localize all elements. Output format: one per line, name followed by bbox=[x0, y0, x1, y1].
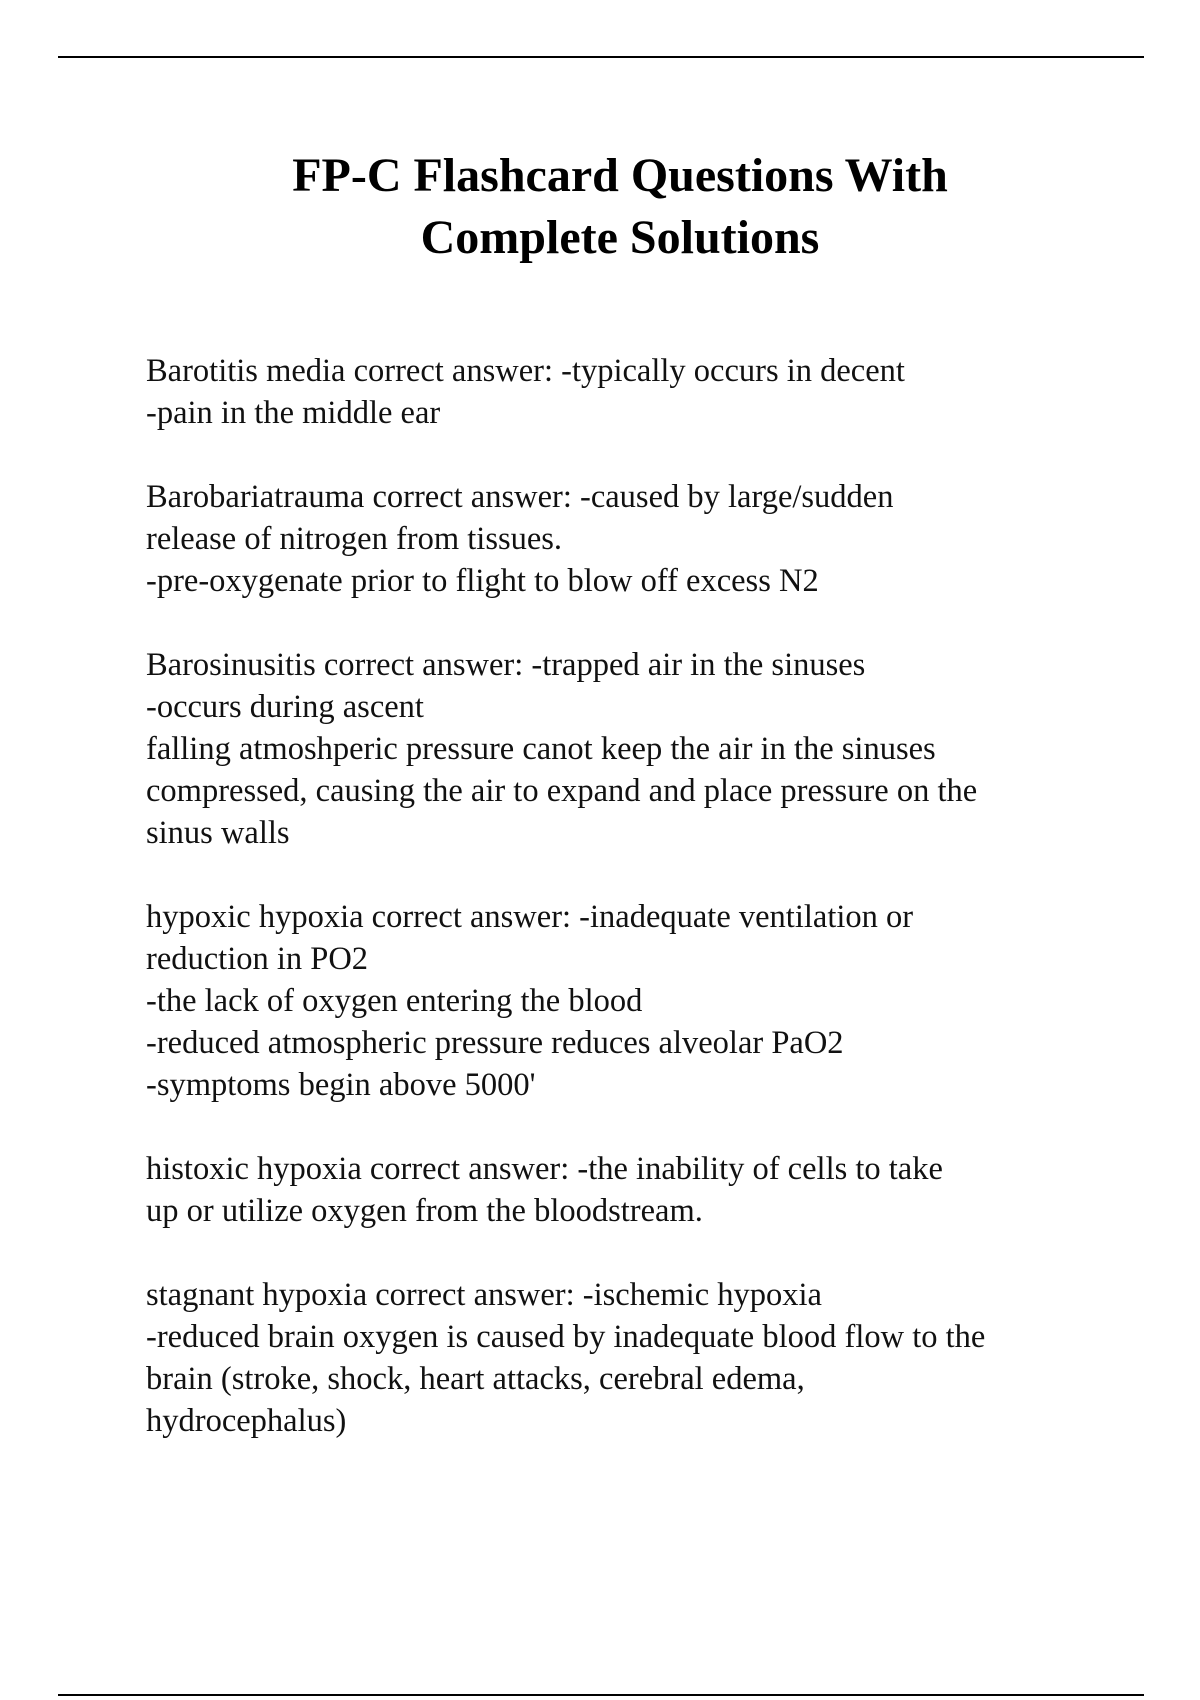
entry-line: -pain in the middle ear bbox=[146, 395, 441, 431]
flashcard-entry-histoxic-hypoxia bbox=[146, 1148, 1106, 1232]
entry-line: falling atmoshperic pressure canot keep the air in the sinuses bbox=[146, 731, 936, 767]
flashcard-entry-stagnant-hypoxia bbox=[146, 1274, 1106, 1442]
entry-line: stagnant hypoxia correct answer: -ischemic hypoxia bbox=[146, 1277, 822, 1313]
flashcard-entry-hypoxic-hypoxia bbox=[146, 896, 1106, 1106]
entry-line: hypoxic hypoxia correct answer: -inadequate ventilation or bbox=[146, 899, 914, 935]
entry-line: sinus walls bbox=[146, 815, 290, 851]
footer-rule bbox=[58, 1694, 1144, 1696]
entry-line: Barosinusitis correct answer: -trapped air in the sinuses bbox=[146, 647, 866, 683]
title-line: FP-C Flashcard Questions With bbox=[292, 149, 948, 202]
flashcard-list bbox=[146, 350, 1106, 1484]
flashcard-entry-barosinusitis bbox=[146, 644, 1106, 854]
entry-line: hydrocephalus) bbox=[146, 1403, 347, 1439]
entry-line: -pre-oxygenate prior to flight to blow off excess N2 bbox=[146, 563, 819, 599]
entry-line: up or utilize oxygen from the bloodstream. bbox=[146, 1193, 703, 1229]
entry-line: -reduced atmospheric pressure reduces alveolar PaO2 bbox=[146, 1025, 844, 1061]
entry-line: reduction in PO2 bbox=[146, 941, 369, 977]
entry-line: histoxic hypoxia correct answer: -the inability of cells to take bbox=[146, 1151, 943, 1187]
flashcard-entry-barotitis-media bbox=[146, 350, 1106, 434]
entry-line: -occurs during ascent bbox=[146, 689, 424, 725]
entry-line: release of nitrogen from tissues. bbox=[146, 521, 563, 557]
page-title bbox=[0, 145, 1200, 269]
flashcard-entry-barobariatrauma bbox=[146, 476, 1106, 602]
entry-line: Barobariatrauma correct answer: -caused by large/sudden bbox=[146, 479, 894, 515]
title-line: Complete Solutions bbox=[420, 211, 820, 264]
entry-line: Barotitis media correct answer: -typically occurs in decent bbox=[146, 353, 905, 389]
entry-line: compressed, causing the air to expand and place pressure on the bbox=[146, 773, 978, 809]
entry-line: -symptoms begin above 5000' bbox=[146, 1067, 536, 1103]
entry-line: -reduced brain oxygen is caused by inadequate blood flow to the bbox=[146, 1319, 986, 1355]
entry-line: -the lack of oxygen entering the blood bbox=[146, 983, 643, 1019]
entry-line: brain (stroke, shock, heart attacks, cerebral edema, bbox=[146, 1361, 805, 1397]
header-rule bbox=[58, 56, 1144, 58]
